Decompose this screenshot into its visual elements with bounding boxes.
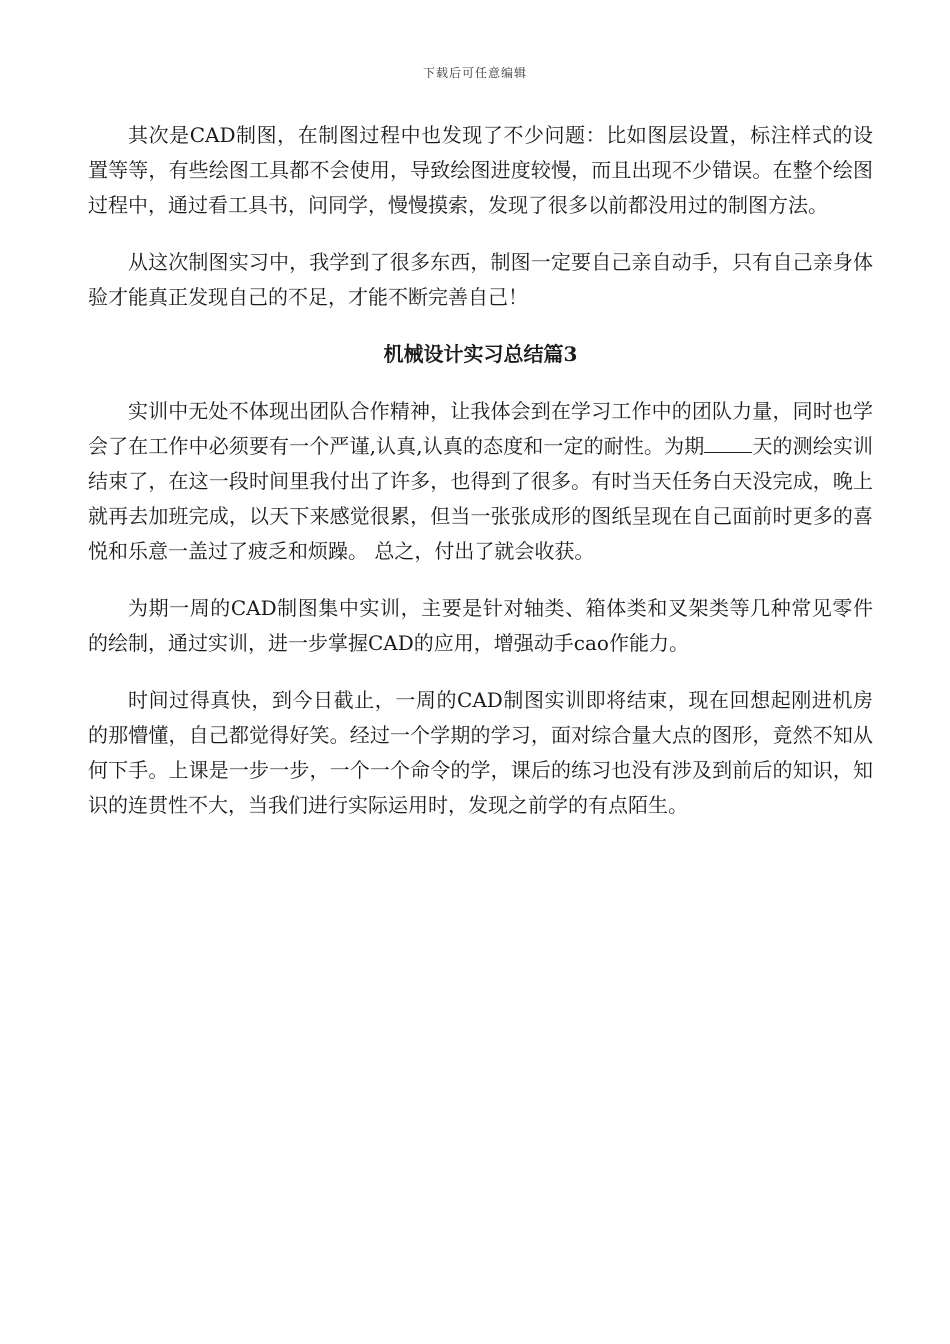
body-paragraph: 从这次制图实习中，我学到了很多东西，制图一定要自己亲自动手，只有自己亲身体验才能真正发现自己的不足，才能不断完善自己！ — [88, 250, 873, 309]
body-paragraph: 为期一周的CAD制图集中实训，主要是针对轴类、箱体类和叉架类等几种常见零件的绘制，通过实训，进一步掌握CAD的应用，增强动手cao作能力。 — [88, 596, 873, 655]
paragraph-text-after-blank: 天的测绘实训结束了，在这一段时间里我付出了许多，也得到了很多。有时当天任务白天没完成，晚上就再去加班完成，以天下来感觉很累，但当一张张成形的图纸呈现在自己面前时更多的喜悦和乐意一盖过了疲乏和烦躁。 总之，付出了就会收获。 — [88, 434, 874, 563]
section-title: 机械设计实习总结篇3 — [383, 342, 578, 366]
body-paragraph: 时间过得真快，到今日截止，一周的CAD制图实训即将结束，现在回想起刚进机房的那懵懂，自己都觉得好笑。经过一个学期的学习，面对综合量大点的图形，竟然不知从何下手。上课是一步一步，一个一个命令的学，课后的练习也没有涉及到前后的知识，知识的连贯性不大，当我们进行实际运用时，发现之前学的有点陌生。 — [88, 688, 873, 817]
body-paragraph: 其次是CAD制图，在制图过程中也发现了不少问题：比如图层设置，标注样式的设置等等，有些绘图工具都不会使用，导致绘图进度较慢，而且出现不少错误。在整个绘图过程中，通过看工具书，问同学，慢慢摸索，发现了很多以前都没用过的制图方法。 — [88, 123, 873, 217]
body-paragraph-with-blank — [88, 394, 873, 569]
document-body — [88, 118, 873, 845]
page-header: 下载后可任意编辑 — [422, 66, 527, 80]
paragraph-text-before-blank: 实训中无处不体现出团队合作精神，让我体会到在学习工作中的团队力量，同时也学会了在工作中必须要有一个严谨,认真,认真的态度和一定的耐性。为期 — [88, 399, 873, 458]
fill-in-blank — [704, 434, 752, 453]
